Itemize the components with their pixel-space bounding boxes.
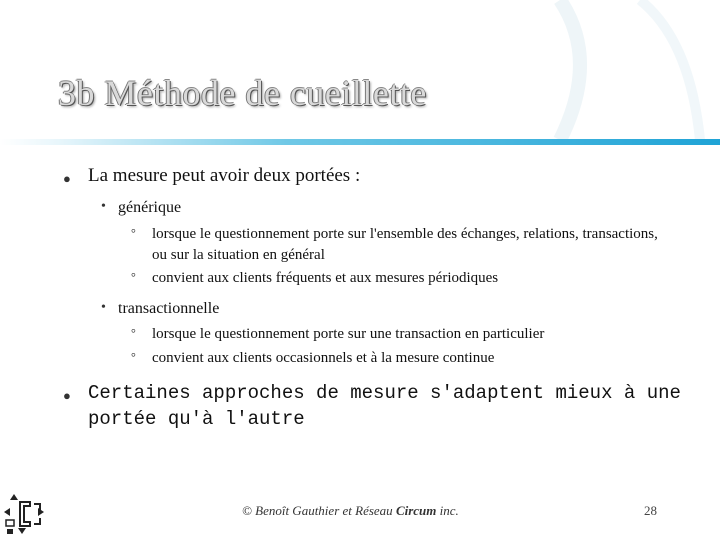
footer-brand: Circum (395, 503, 437, 518)
bullet-marker: ● (63, 388, 71, 403)
bullet-marker: • (101, 300, 106, 315)
bullet-level3: convient aux clients occasionnels et à la mesure continue (152, 350, 495, 366)
page-number: 28 (644, 503, 657, 518)
bullet-level3: lorsque le questionnement porte sur une transaction en particulier (152, 326, 545, 342)
sub-bullet-marker: ° (131, 326, 136, 340)
slide-title: 3b Méthode de cueillette (58, 73, 427, 113)
title-divider (0, 139, 720, 145)
footer-credit (242, 503, 459, 519)
sub-bullet-marker: ° (131, 350, 136, 364)
sub-bullet-marker: ° (131, 226, 136, 240)
bullet-level1: La mesure peut avoir deux portées : (88, 165, 361, 186)
bullet-level1: Certaines approches de mesure s'adaptent mieux à une portée qu'à l'autre (88, 382, 681, 430)
bullet-level2-generique: générique (118, 199, 182, 216)
sub-bullet-marker: ° (131, 270, 136, 284)
bullet-level3: convient aux clients fréquents et aux mesures périodiques (152, 270, 499, 286)
bullet-marker: • (101, 199, 106, 214)
bullet-marker: ● (63, 171, 71, 186)
footer-suffix: inc. (436, 503, 459, 518)
bullet-level2-transactionnelle: transactionnelle (118, 300, 220, 317)
logo-icon (0, 490, 50, 540)
footer-prefix: © Benoît Gauthier et Réseau (242, 503, 396, 518)
bullet-level3: lorsque le questionnement porte sur l'ensemble des échanges, relations, transactions, ou sur la situation en général (152, 226, 658, 263)
